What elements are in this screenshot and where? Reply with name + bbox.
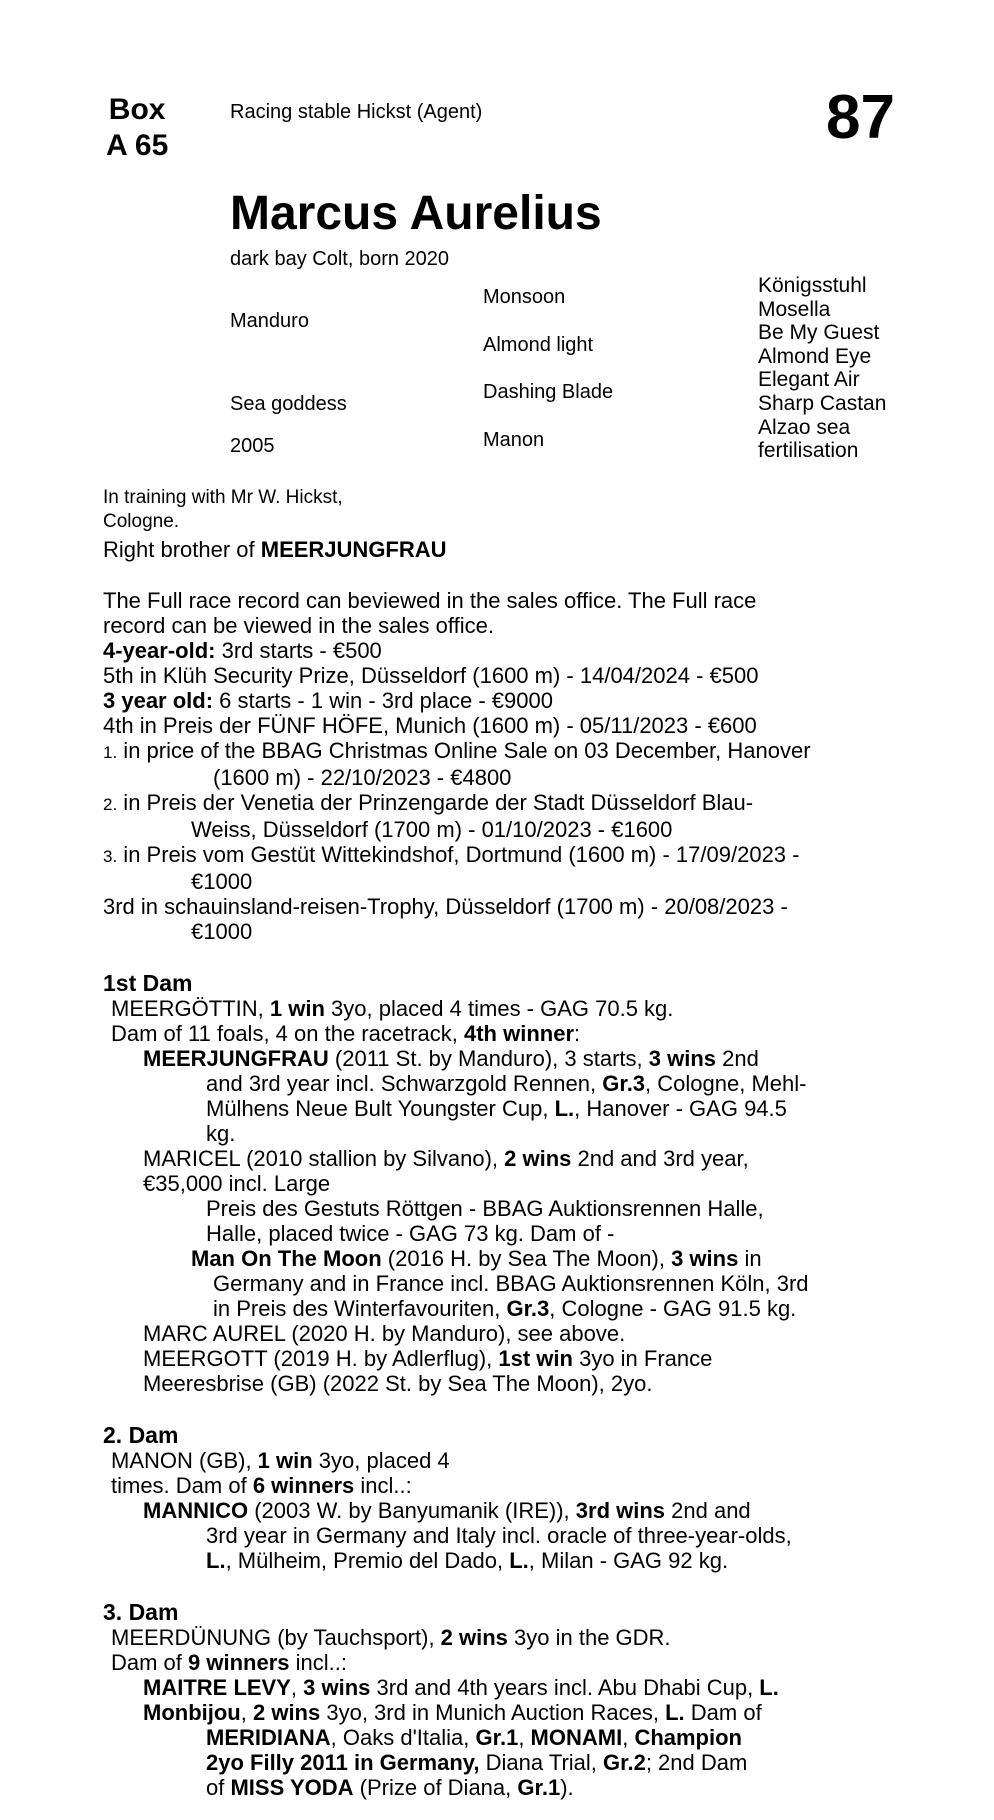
offspring-wins: 3 wins [648,1046,717,1071]
box-location [106,92,168,164]
race-2 [103,738,915,765]
offspring-name: MISS YODA [230,1775,354,1800]
spacer [103,944,915,970]
offspring-text: , Cologne, Mehl- [645,1071,807,1096]
offspring-text: and 3rd year incl. Schwarzgold Rennen, [206,1071,603,1096]
age4-text: 3rd starts - €500 [215,638,382,663]
grand-offspring-1-cont: Germany and in France incl. BBAG Auktionsrennen Köln, 3rd [213,1271,809,1296]
race-grade: L. [554,1096,575,1121]
dam3-name: MEERDÜNUNG (by Tauchsport), [111,1625,441,1650]
pedigree-gen3-4: Almond Eye [758,344,872,368]
race-grade: L. [206,1548,226,1573]
dam3-offspring-2-cont [103,1725,915,1750]
offspring-wins: 1st win [498,1346,573,1371]
pedigree-gen3-3: Be My Guest [758,321,880,345]
offspring-text: , Hanover - GAG 94.5 [574,1096,787,1121]
dam3-heading: 3. Dam [103,1599,179,1625]
offspring-wins: 3 wins [303,1675,371,1700]
race-5: 3rd in schauinsland-reisen-Trophy, Düsseldorf (1700 m) - 20/08/2023 - [103,894,788,919]
offspring-text: ). [560,1775,574,1800]
spacer [103,562,915,588]
dam1-offspring-1-cont [103,1096,915,1121]
offspring-text: , Milan - GAG 92 kg. [528,1548,729,1573]
age3-text: 6 starts - 1 win - 3rd place - €9000 [213,688,553,713]
offspring-text: 3rd and 4th years incl. Abu Dhabi Cup, [370,1675,760,1700]
race-2-cont: (1600 m) - 22/10/2023 - €4800 [213,765,512,790]
dam3-offspring-1 [103,1675,915,1700]
offspring-text: 2nd [716,1046,759,1071]
offspring-text: (2016 H. by Sea The Moon), [381,1246,672,1271]
dam2-offspring-1-cont: 3rd year in Germany and Italy incl. oracle of three-year-olds, [206,1523,792,1548]
dam1-offspring-3: MARC AUREL (2020 H. by Manduro), see above. [143,1321,626,1346]
race-grade: L. [759,1675,779,1700]
dam1-line-2 [103,1021,915,1046]
dam2-offspring-1-cont [103,1548,915,1573]
grand-offspring-name: Man On The Moon [191,1246,382,1271]
race-4-cont: €1000 [191,869,253,894]
dam3-text: incl..: [289,1650,347,1675]
dam2-details: 3yo, placed 4 [312,1448,450,1473]
age4-label: 4-year-old: [103,638,216,663]
age4-race-1: 5th in Klüh Security Prize, Düsseldorf (1600 m) - 14/04/2024 - €500 [103,663,759,688]
offspring-text: , [518,1725,531,1750]
pedigree-gen3-2: Mosella [758,297,831,321]
age4-summary [103,638,915,663]
offspring-name: MEERJUNGFRAU [143,1046,329,1071]
offspring-text: 3yo in France [572,1346,713,1371]
offspring-text: ; 2nd Dam [645,1750,748,1775]
dam3-line-1 [103,1625,915,1650]
pedigree-dam-year: 2005 [230,435,275,457]
dam2-name: MANON (GB), [111,1448,258,1473]
dam2-text: incl..: [354,1473,412,1498]
offspring-name: MAITRE LEVY [143,1675,291,1700]
offspring-text: , Oaks d'Italia, [330,1725,476,1750]
race-grade: L. [509,1548,529,1573]
offspring-wins: 2 wins [252,1700,321,1725]
dam1-offspring-1-cont: kg. [206,1121,236,1146]
offspring-text: , Mülheim, Premio del Dado, [225,1548,510,1573]
age3-race-1: 4th in Preis der FÜNF HÖFE, Munich (1600 m) - 05/11/2023 - €600 [103,713,757,738]
offspring-name: MANNICO [143,1498,249,1523]
dam1-offspring-1 [103,1046,915,1071]
race-3-text: in Preis der Venetia der Prinzengarde der Stadt Düsseldorf Blau- [117,790,754,815]
pedigree-gen2-3: Dashing Blade [483,381,614,403]
dam1-line-1 [103,996,915,1021]
offspring-name: Monbijou [143,1700,241,1725]
grand-offspring-1 [103,1246,915,1271]
dam1-offspring-1-cont [103,1071,915,1096]
dam2-line-2 [103,1473,915,1498]
pedigree-gen2-2: Almond light [483,334,594,356]
box-number: A 65 [106,129,169,162]
race-grade: Gr.2 [603,1750,646,1775]
dam1-offspring-2 [103,1146,915,1171]
dam2-offspring-1 [103,1498,915,1523]
dam3-offspring-2 [103,1700,915,1725]
offspring-text: Dam of [684,1700,762,1725]
dam3-wins: 2 wins [440,1625,508,1650]
race-3-place: 2. [103,795,118,814]
dam1-offspring-2-cont: €35,000 incl. Large [143,1171,331,1196]
pedigree-gen2-1: Monsoon [483,286,566,308]
dam1-wins: 1 win [269,996,325,1021]
lot-number: 87 [826,83,895,152]
dam1-heading: 1st Dam [103,970,193,996]
race-3-cont: Weiss, Düsseldorf (1700 m) - 01/10/2023 - €1600 [191,817,673,842]
dam3-offspring-2-cont [103,1750,915,1775]
dam1-details: 3yo, placed 4 times - GAG 70.5 kg. [324,996,674,1021]
dam2-heading: 2. Dam [103,1422,179,1448]
dam1-offspring-2-cont: Halle, placed twice - GAG 73 kg. Dam of - [206,1221,615,1246]
offspring-text: (2003 W. by Banyumanik (IRE)), [248,1498,576,1523]
race-4 [103,842,915,869]
dam1-offspring-4 [103,1346,915,1371]
offspring-text: Diana Trial, [479,1750,604,1775]
pedigree-gen3-1: Königsstuhl [758,274,867,297]
race-3 [103,790,915,817]
dam2-line-1 [103,1448,915,1473]
race-grade: Gr.1 [517,1775,561,1800]
offspring-text: MARICEL (2010 stallion by Silvano), [143,1146,505,1171]
record-intro-2: record can be viewed in the sales office. [103,613,494,638]
dam1-offspring-5: Meeresbrise (GB) (2022 St. by Sea The Moon), 2yo. [143,1371,653,1396]
training-line-2: Cologne. [103,511,180,532]
pedigree-gen3 [758,274,886,463]
offspring-text: 3yo, 3rd in Munich Auction Races, [320,1700,666,1725]
dam3-winners: 9 winners [188,1650,290,1675]
training-line-1: In training with Mr W. Hickst, [103,487,343,508]
pedigree-gen3-7: Alzao sea [758,415,851,439]
offspring-text: Mülhens Neue Bult Youngster Cup, [206,1096,555,1121]
dam3-line-2 [103,1650,915,1675]
grand-offspring-1-cont [103,1296,915,1321]
pedigree-gen3-6: Sharp Castan [758,391,887,415]
offspring-wins: 3rd wins [575,1498,666,1523]
offspring-text: (Prize of Diana, [353,1775,518,1800]
brother-prefix: Right brother of [103,537,261,562]
dam3-details: 3yo in the GDR. [507,1625,671,1650]
dam1-name: MEERGÖTTIN, [111,996,270,1021]
box-label: Box [108,93,166,126]
race-grade: Gr.3 [506,1296,550,1321]
offspring-text: in [738,1246,762,1271]
dam1-winners: 4th winner [464,1021,575,1046]
catalogue-body [103,486,915,1800]
dam1-foals: Dam of 11 foals, 4 on the racetrack, [111,1021,464,1046]
offspring-name: MONAMI [530,1725,623,1750]
race-grade: Gr.1 [475,1725,519,1750]
offspring-text: 2nd and [665,1498,751,1523]
offspring-text: 2nd and 3rd year, [571,1146,749,1171]
offspring-text: , [240,1700,253,1725]
dam3-offspring-2-cont [103,1775,915,1800]
horse-description: dark bay Colt, born 2020 [230,248,450,270]
offspring-text: , [290,1675,304,1700]
race-grade: Gr.3 [602,1071,646,1096]
pedigree-gen3-8: fertilisation [758,439,859,463]
age3-summary [103,688,915,713]
offspring-text: , Cologne - GAG 91.5 kg. [549,1296,797,1321]
dam1-colon: : [574,1021,581,1046]
horse-name: Marcus Aurelius [230,187,602,240]
offspring-wins: 3 wins [671,1246,739,1271]
offspring-name: MERIDIANA [206,1725,331,1750]
spacer [103,1396,915,1422]
dam3-text: Dam of [111,1650,189,1675]
agent-name: Racing stable Hickst (Agent) [230,101,483,123]
offspring-text: (2011 St. by Manduro), 3 starts, [328,1046,649,1071]
dam1-offspring-2-cont: Preis des Gestuts Röttgen - BBAG Auktionsrennen Halle, [206,1196,764,1221]
brother-line [103,537,915,562]
offspring-wins: 2 wins [504,1146,572,1171]
pedigree-gen2-4: Manon [483,429,545,451]
race-grade: L. [665,1700,685,1725]
offspring-title: 2yo Filly 2011 in Germany, [206,1750,480,1775]
pedigree-gen3-5: Elegant Air [758,368,860,392]
record-intro-1: The Full race record can beviewed in the sales office. The Full race [103,588,757,613]
race-2-place: 1. [103,743,118,762]
offspring-text: MEERGOTT (2019 H. by Adlerflug), [143,1346,499,1371]
age3-label: 3 year old: [103,688,214,713]
race-5-cont: €1000 [191,919,253,944]
offspring-text: of [206,1775,231,1800]
race-4-text: in Preis vom Gestüt Wittekindshof, Dortmund (1600 m) - 17/09/2023 - [117,842,800,867]
race-4-place: 3. [103,847,118,866]
offspring-text: in Preis des Winterfavouriten, [213,1296,507,1321]
spacer [103,1573,915,1599]
race-2-text: in price of the BBAG Christmas Online Sale on 03 December, Hanover [117,738,811,763]
offspring-title: Champion [634,1725,742,1750]
dam2-wins: 1 win [257,1448,313,1473]
pedigree-dam: Sea goddess [230,393,347,415]
brother-name: MEERJUNGFRAU [260,537,447,562]
dam2-winners: 6 winners [252,1473,355,1498]
offspring-text: , [622,1725,635,1750]
dam2-text: times. Dam of [111,1473,253,1498]
pedigree-sire: Manduro [230,310,309,332]
